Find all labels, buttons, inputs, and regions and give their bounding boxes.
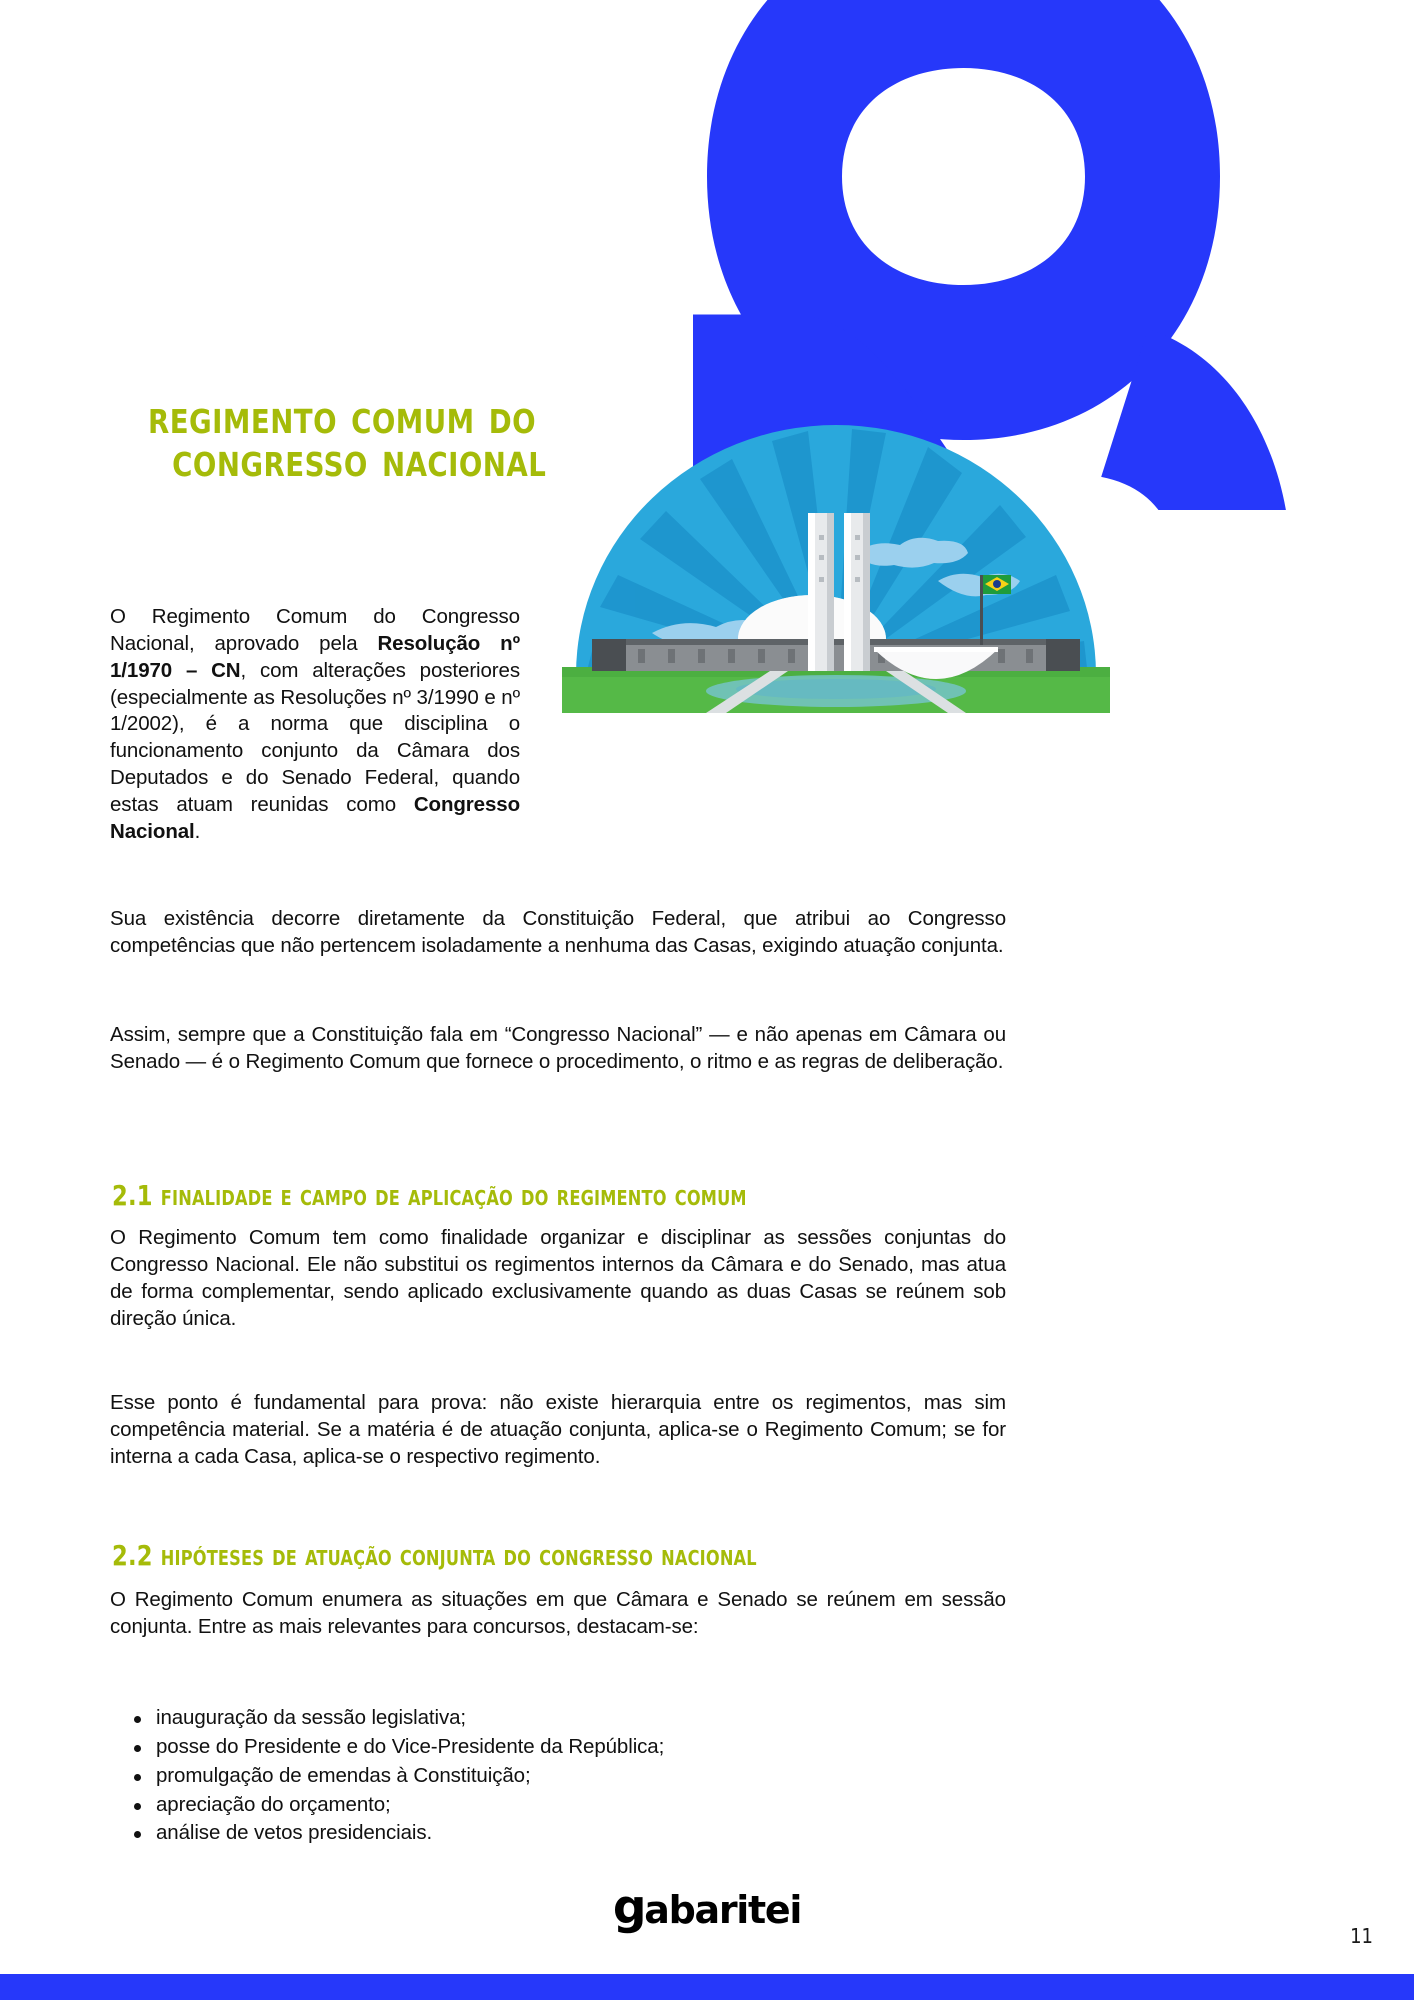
paragraph-3-block — [110, 1022, 1006, 1076]
p1-bold-resolucao: Resolução nº 1/1970 – CN — [110, 631, 520, 682]
list-item: inauguração da sessão legislativa; — [110, 1705, 1006, 1732]
title-line-2: congresso nacional — [172, 433, 547, 489]
paragraph-4: O Regimento Comum tem como finalidade organizar e disciplinar as sessões conjuntas do Congresso Nacional. Ele não substitui os regimentos internos da Câmara e do Senado, mas atua de forma complementar, sendo aplicado exclusivamente quando as duas Casas se reúnem sob direção única. — [110, 1226, 1006, 1330]
logo-wordmark: abaritei — [644, 1888, 802, 1932]
page-title — [148, 352, 618, 527]
p1-text-c: . — [194, 819, 201, 843]
intro-paragraph-block — [110, 604, 520, 846]
paragraph-2-block — [110, 906, 1006, 960]
p1-text-a: O Regimento Comum do Congresso Nacional, aprovado pela — [110, 605, 520, 655]
paragraph-5: Esse ponto é fundamental para prova: não existe hierarquia entre os regimentos, mas sim competência material. Se a matéria é de atuação conjunta, aplica-se o Regimento Comum; se for interna a cada Casa, aplica-se o respectivo regimento. — [110, 1391, 1006, 1468]
list-item: posse do Presidente e do Vice-Presidente da República; — [110, 1734, 1006, 1761]
paragraph-2: Sua existência decorre diretamente da Constituição Federal, que atribui ao Congresso competências que não pertencem isoladamente a nenhuma das Casas, exigindo atuação conjunta. — [110, 907, 1006, 957]
paragraph-4-block — [110, 1225, 1006, 1332]
hypotheses-bullet-list — [110, 1705, 1006, 1849]
congresso-nacional-illustration — [556, 425, 1116, 713]
paragraph-5-block — [110, 1390, 1006, 1471]
list-item: apreciação do orçamento; — [110, 1792, 1006, 1819]
list-item: análise de vetos presidenciais. — [110, 1820, 1006, 1847]
section-heading-2-2: 2.2 hipóteses de atuação conjunta do congresso nacional — [112, 1539, 757, 1572]
title-line-1: regimento comum do — [148, 389, 537, 445]
footer-brand — [0, 1880, 1414, 1935]
section-heading-2-1: 2.1 finalidade e campo de aplicação do regimento comum — [112, 1179, 747, 1212]
gabaritei-logo — [612, 1880, 802, 1935]
paragraph-1 — [110, 604, 520, 846]
p1-bold-congresso: Congresso Nacional — [110, 792, 520, 843]
paragraph-6-block — [110, 1587, 1006, 1641]
paragraph-6: O Regimento Comum enumera as situações em que Câmara e Senado se reúnem em sessão conjunta. Entre as mais relevantes para concursos, destacam-se: — [110, 1588, 1006, 1638]
list-item: promulgação de emendas à Constituição; — [110, 1763, 1006, 1790]
bottom-accent-bar — [0, 1974, 1414, 2000]
paragraph-3: Assim, sempre que a Constituição fala em “Congresso Nacional” — e não apenas em Câmara ou Senado — é o Regimento Comum que fornece o procedimento, o ritmo e as regras de deliberação. — [110, 1023, 1006, 1073]
page-number: 11 — [1350, 1924, 1373, 1948]
logo-letter-g: g — [612, 1880, 646, 1935]
p1-text-b: , com alterações posteriores (especialmente as Resoluções nº 3/1990 e nº 1/2002), é a norma que disciplina o funcionamento conjunto da Câmara dos Deputados e do Senado Federal, quando estas atuam reunidas como — [110, 658, 520, 816]
